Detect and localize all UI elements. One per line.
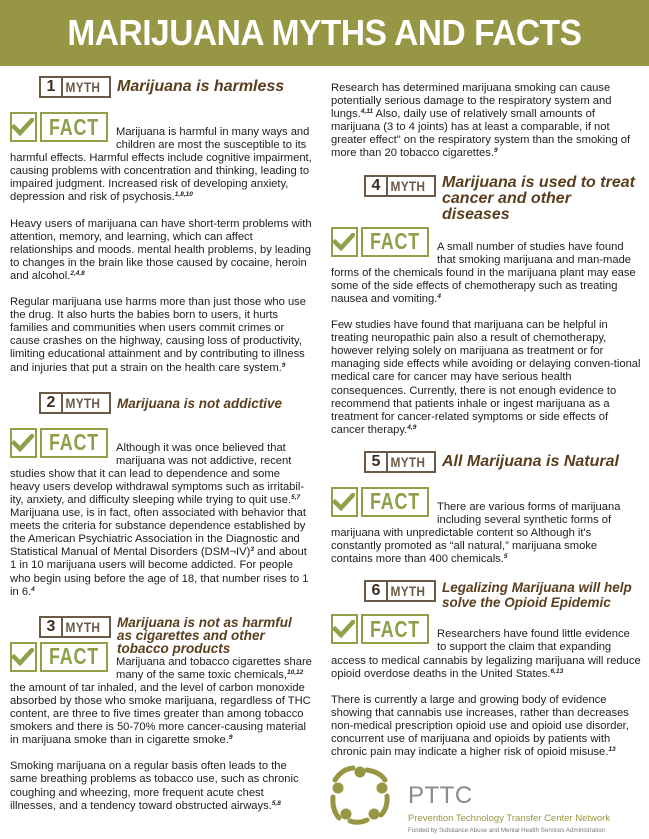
fact-block-4 bbox=[331, 227, 641, 306]
fact-badge bbox=[331, 614, 429, 644]
paragraph: There is currently a large and growing body of evidence showing that cannabis use increases, rather than decreases non-medical prescription opioid use and opioid use disorder, concurrent use of marijuana and opioids by patients with chronic pain may indicate a higher risk of opioid misuse.$^{13}$ bbox=[331, 693, 629, 759]
myth-label: MYTH bbox=[65, 394, 101, 411]
myth-title: Marijuana is not as harmful as cigarettes and other tobacco products bbox=[117, 614, 292, 656]
myth-label: MYTH bbox=[390, 177, 426, 194]
checkmark-icon bbox=[331, 614, 358, 644]
myth-number: 4 bbox=[366, 177, 388, 195]
fact-label: FACT bbox=[40, 642, 108, 672]
myth-label: MYTH bbox=[65, 79, 101, 95]
myth-header-6 bbox=[364, 580, 641, 610]
paragraph: Few studies have found that marijuana can be helpful in treating neuropathic pain also a result of chemotherapy, however relying solely on marijuana as treatment or for managing side effects while avoiding or delaying conven-tional medical care for cancer may have serious health consequences. Currently, there is not enough evidence to recommend that patients inhale or ingest marijuana as a treatment for cancer-related symptoms or side effects of cancer therapy.$^{4,9}$ bbox=[331, 319, 641, 436]
myth-title: Legalizing Marijuana will help solve the Opioid Epidemic bbox=[442, 580, 632, 611]
fact-text: A small number of studies have found that smoking marijuana and man-made forms of the chemicals found in the marijuana plant may ease some of the side effects of chemotherapy such as treating nausea and vomiting.$^4$ bbox=[331, 240, 636, 305]
fact-badge bbox=[10, 112, 108, 142]
fact-label: FACT bbox=[40, 112, 108, 142]
myth-title: Marijuana is not addictive bbox=[117, 395, 283, 411]
people-circle-logo-icon bbox=[330, 764, 390, 826]
paragraph: Smoking marijuana on a regular basis often leads to the same breathing problems as tobacco use, such as chronic coughing and wheezing, more frequent acute chest illnesses, and a tendency toward obstructed airways.$^{5,8}$ bbox=[10, 760, 299, 812]
org-name: Prevention Technology Transfer Center Network bbox=[408, 813, 611, 824]
fact-label: FACT bbox=[361, 614, 429, 644]
checkmark-icon bbox=[10, 112, 37, 142]
myth-number: 5 bbox=[366, 453, 388, 471]
fact-text: Marijuana and tobacco cigarettes share many of the same toxic chemicals,$^{10,12}$ the amount of tar inhaled, and the level of carbon monoxide absorbed by those who smoke marijuana, regardless of THC content, are three to five times greater than among tobacco smokers and there is 50-70% more cancer-causing material in marijuana smoke than in cigarette smoke.$^9$ bbox=[10, 655, 312, 747]
myth-header-1 bbox=[39, 76, 312, 98]
myth-label: MYTH bbox=[390, 583, 426, 600]
myth-number: 2 bbox=[41, 394, 63, 412]
fact-label: FACT bbox=[40, 428, 108, 458]
myth-number: 1 bbox=[41, 78, 63, 96]
myth-number: 6 bbox=[366, 582, 388, 600]
myth-number: 3 bbox=[41, 618, 63, 636]
fact-badge bbox=[331, 487, 429, 517]
myth-badge bbox=[364, 451, 436, 473]
myth-title: Marijuana is harmless bbox=[117, 78, 285, 95]
myth-label: MYTH bbox=[390, 453, 426, 470]
myth-header-5 bbox=[364, 451, 641, 473]
fact-text: Researchers have found little evidence to support the claim that expanding access to medical cannabis by legalizing marijuana will reduce opioid overdose deaths in the United States.$^{6,13}$ bbox=[331, 628, 641, 680]
paragraph: Research has determined marijuana smoking can cause potentially serious damage to the respiratory system and lungs.$^{4,11}$ Also, daily use of relatively small amounts of marijuana (3 to 4 joints) has at least a comparable, if not greater effect" on the respiratory system than the smoking of more than 20 tobacco cigarettes.$^9$ bbox=[331, 82, 631, 160]
myth-badge bbox=[39, 76, 111, 98]
funded-by: Funded by Substance Abuse and Mental Health Services Administration bbox=[408, 827, 606, 834]
myth-title: All Marijuana is Natural bbox=[442, 452, 619, 470]
checkmark-icon bbox=[10, 428, 37, 458]
fact-label: FACT bbox=[361, 227, 429, 257]
fact-block-2 bbox=[10, 428, 312, 599]
fact-label: FACT bbox=[361, 487, 429, 517]
logo-text: PTTC bbox=[408, 782, 473, 809]
checkmark-icon bbox=[331, 227, 358, 257]
myth-badge bbox=[364, 580, 436, 602]
myth-header-2 bbox=[39, 392, 312, 414]
myth-header-4 bbox=[364, 175, 641, 223]
fact-badge bbox=[331, 227, 429, 257]
right-column bbox=[331, 82, 641, 759]
fact-block-3 bbox=[10, 642, 312, 748]
paragraph: Heavy users of marijuana can have short-term problems with attention, memory, and learning, which can affect relationships and moods. mental health problems, by leading to changes in the brain like those caused by cocaine, heroin and alcohol.$^{2,4,8}$ bbox=[10, 217, 312, 282]
myth-badge bbox=[39, 616, 111, 638]
title-banner bbox=[0, 0, 649, 66]
fact-block-6 bbox=[331, 614, 641, 680]
myth-label: MYTH bbox=[65, 618, 101, 635]
fact-text: Although it was once believed that marijuana was not addictive, recent studies show that it can lead to dependence and some heavy users develop withdrawal symptoms such as irritabil-ity, anxiety, and difficulty sleeping while trying to quit use.$^{5,7}$ Marijuana use, is in fact, often associated with behavior that meets the criteria for substance dependence established by the American Psychiatric Association in the Diagnostic and Statistical Manual of Mental Disorders (DSM¬IV)$^3$ and about 1 in 10 marijuana users will become addicted. For people who begin using before the age of 18, that number rises to 1 in 6.$^4$ bbox=[10, 441, 309, 598]
myth-badge bbox=[364, 175, 436, 197]
checkmark-icon bbox=[10, 642, 37, 672]
fact-badge bbox=[10, 642, 108, 672]
fact-block-1 bbox=[10, 112, 312, 205]
checkmark-icon bbox=[331, 487, 358, 517]
paragraph: Regular marijuana use harms more than just those who use the drug. It also hurts the babies born to users, it hurts families and communities when users commit crimes or cause crashes on the highway, causing loss of productivity, limiting educational attainment and by contributing to illness and injuries that put a strain on the health care system.$^9$ bbox=[10, 296, 306, 374]
fact-block-5 bbox=[331, 487, 641, 566]
myth-title: Marijuana is used to treat cancer and other diseases bbox=[442, 173, 635, 223]
fact-badge bbox=[10, 428, 108, 458]
pttc-logo bbox=[330, 762, 642, 834]
page-title: MARIJUANA MYTHS AND FACTS bbox=[67, 12, 582, 53]
left-column bbox=[10, 76, 312, 813]
fact-text: Marijuana is harmful in many ways and children are most the susceptible to its harmful effects. Harmful effects include cognitive impairment, causing problems with concentration and thinking, leading to impaired judgment. Increased risk of developing anxiety, depression and risk of psychosis.$^{1,8,10}$ bbox=[10, 126, 312, 204]
myth-badge bbox=[39, 392, 111, 414]
fact-text: There are various forms of marijuana including several synthetic forms of marijuana with unpredictable content so Although it's constantly promoted as “all natural,” marijuana smoke contains more than 400 chemicals.$^5$ bbox=[331, 500, 621, 566]
